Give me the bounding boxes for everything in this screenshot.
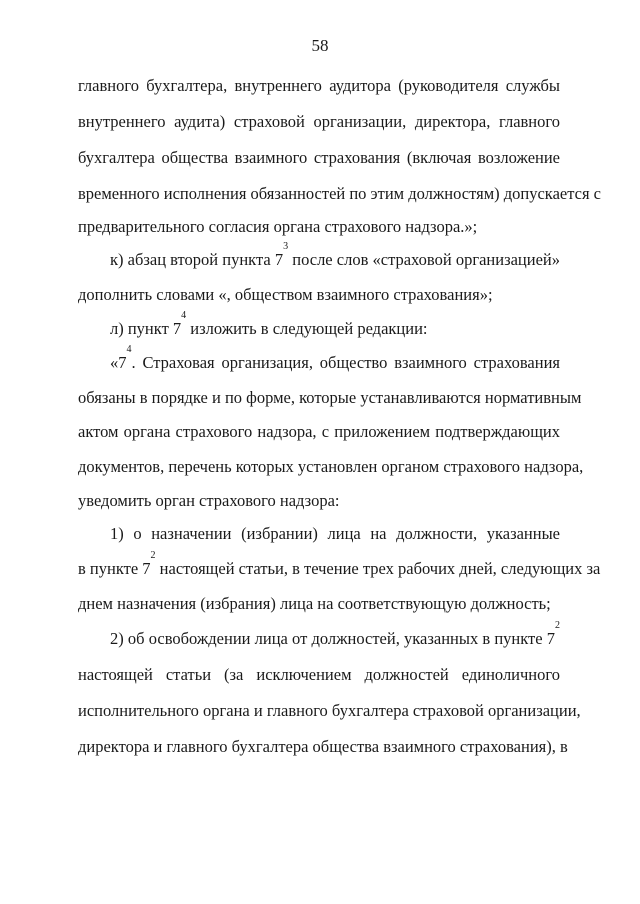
text-line: [110, 344, 560, 373]
text-line: [110, 620, 560, 649]
text-line: [110, 241, 560, 270]
text-line: 1) о назначении (избрании) лица на должности, указанные: [110, 524, 560, 543]
text-line: внутреннего аудита) страховой организации, директора, главного: [78, 112, 560, 131]
line-part: . Страховая организация, общество взаимного страхования: [131, 353, 560, 372]
line-part: после слов «страховой организацией»: [288, 250, 560, 269]
text-line: днем назначения (избрания) лица на соответствующую должность;: [78, 594, 551, 613]
superscript: 2: [150, 550, 156, 561]
superscript: 4: [126, 344, 132, 355]
text-line: настоящей статьи (за исключением должностей единоличного: [78, 665, 560, 684]
superscript: 3: [283, 241, 289, 252]
text-line: главного бухгалтера, внутреннего аудитора (руководителя службы: [78, 76, 560, 95]
text-line: дополнить словами «, обществом взаимного страхования»;: [78, 285, 493, 304]
text-line: предварительного согласия органа страхового надзора.»;: [78, 217, 478, 236]
text-line: временного исполнения обязанностей по этим должностям) допускается с: [78, 184, 601, 203]
line-part: 2) об освобождении лица от должностей, указанных в пункте 7: [110, 629, 555, 648]
line-part: изложить в следующей редакции:: [186, 319, 428, 338]
line-part: «7: [110, 353, 127, 372]
text-line: обязаны в порядке и по форме, которые устанавливаются нормативным: [78, 388, 582, 407]
line-part: в пункте 7: [78, 559, 151, 578]
text-line: документов, перечень которых установлен органом страхового надзора,: [78, 457, 584, 476]
text-line: бухгалтера общества взаимного страхования (включая возложение: [78, 148, 560, 167]
text-line: актом органа страхового надзора, с приложением подтверждающих: [78, 422, 560, 441]
text-line: директора и главного бухгалтера общества взаимного страхования), в: [78, 737, 568, 756]
text-line: [110, 310, 560, 339]
text-line: [78, 550, 601, 579]
line-part: л) пункт 7: [110, 319, 182, 338]
line-part: к) абзац второй пункта 7: [110, 250, 284, 269]
text-line: исполнительного органа и главного бухгалтера страховой организации,: [78, 701, 581, 720]
page-number: 58: [311, 36, 329, 55]
superscript: 4: [181, 310, 187, 321]
text-line: уведомить орган страхового надзора:: [78, 491, 340, 510]
line-part: настоящей статьи, в течение трех рабочих дней, следующих за: [155, 559, 601, 578]
superscript: 2: [555, 620, 560, 631]
